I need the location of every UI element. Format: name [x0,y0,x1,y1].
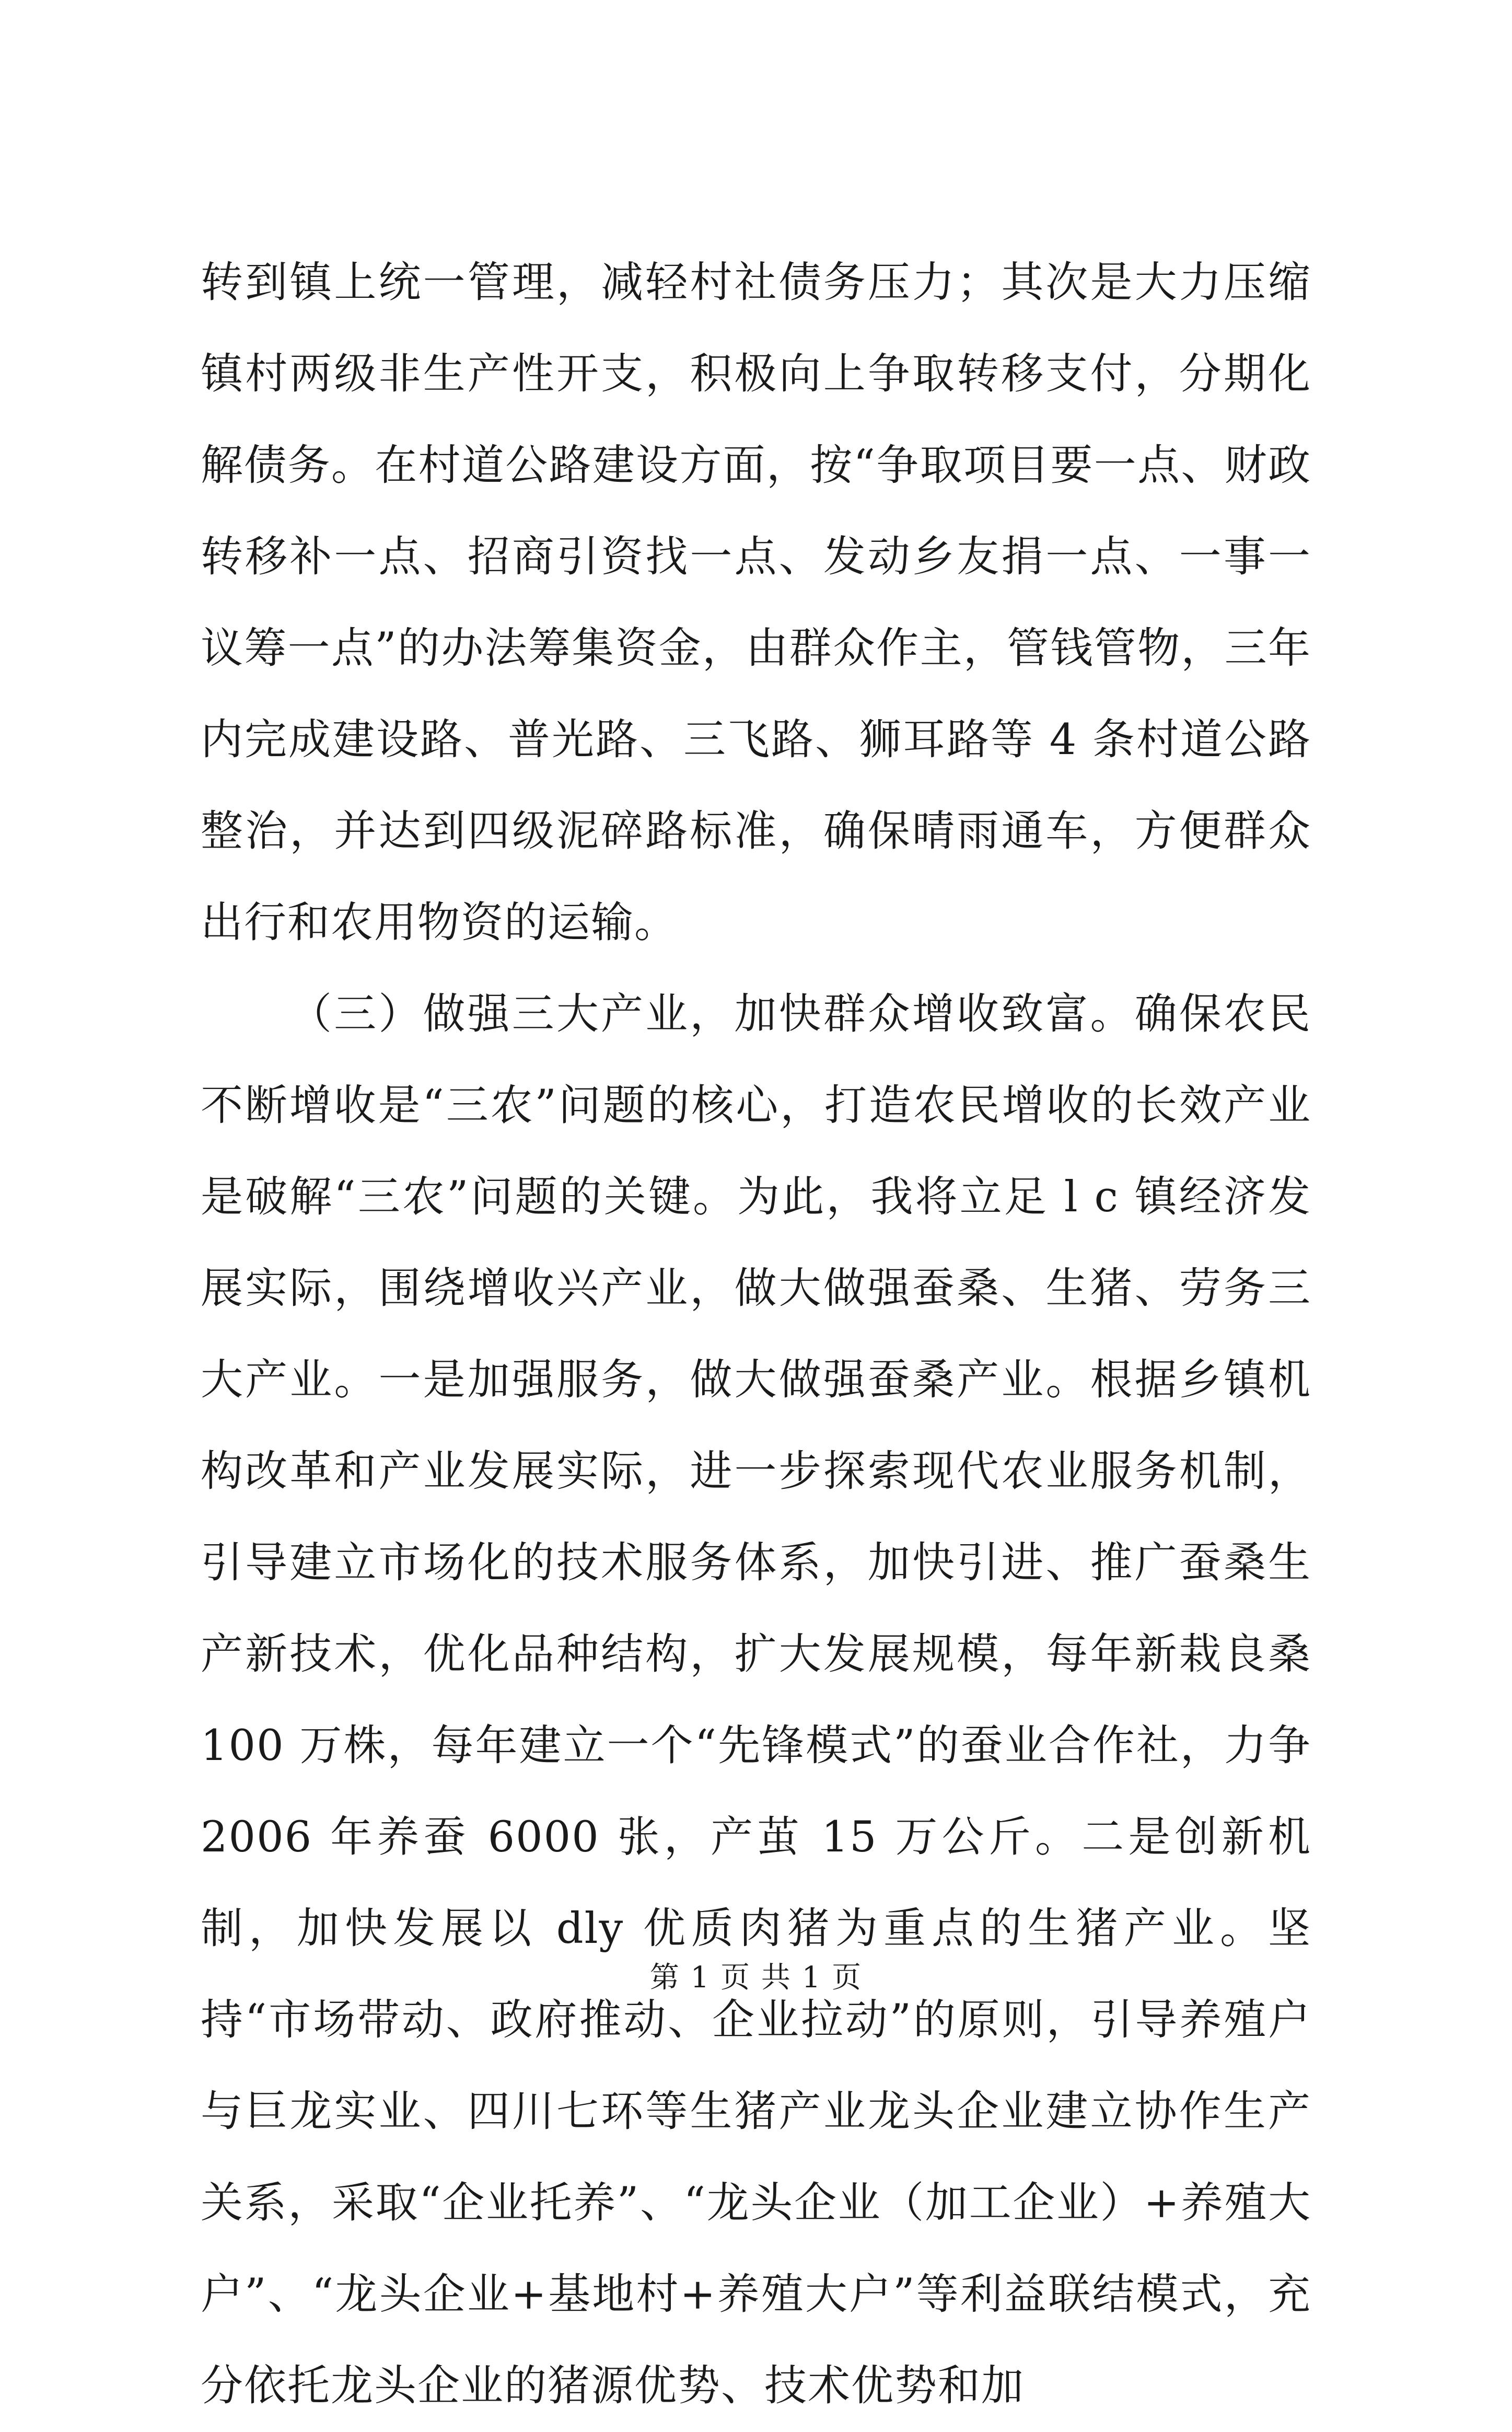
document-body [201,237,1311,2432]
page-footer: 第 1 页 共 1 页 [649,1961,863,1995]
paragraph-three-industries: （三）做强三大产业，加快群众增收致富。确保农民不断增收是“三农”问题的核心，打造农民增收的长效产业是破解“三农”问题的关键。为此，我将立足 l c 镇经济发展实际，围绕增收兴产业，做大做强蚕桑、生猪、劳务三大产业。一是加强服务，做大做强蚕桑产业。根据乡镇机构改革和产业发展实际，进一步探索现代农业服务机制，引导建立市场化的技术服务体系，加快引进、推广蚕桑生产新技术，优化品种结构，扩大发展规模，每年新栽良桑 100 万株，每年建立一个“先锋模式”的蚕业合作社，力争 2006 年养蚕 6000 张，产茧 15 万公斤。二是创新机制，加快发展以 dly 优质肉猪为重点的生猪产业。坚持“市场带动、政府推动、企业拉动”的原则，引导养殖户与巨龙实业、四川七环等生猪产业龙头企业建立协作生产关系，采取“企业托养”、“龙头企业（加工企业）+养殖大户”、“龙头企业+基地村+养殖大户”等利益联结模式，充分依托龙头企业的猪源优势、技术优势和加 [201,990,1311,2411]
paragraph-debt-and-roads: 转到镇上统一管理，减轻村社债务压力；其次是大力压缩镇村两级非生产性开支，积极向上争取转移支付，分期化解债务。在村道公路建设方面，按“争取项目要一点、财政转移补一点、招商引资找一点、发动乡友捐一点、一事一议筹一点”的办法筹集资金，由群众作主，管钱管物，三年内完成建设路、普光路、三飞路、狮耳路等 4 条村道公路整治，并达到四级泥碎路标准，确保晴雨通车，方便群众出行和农用物资的运输。 [201,258,1311,947]
